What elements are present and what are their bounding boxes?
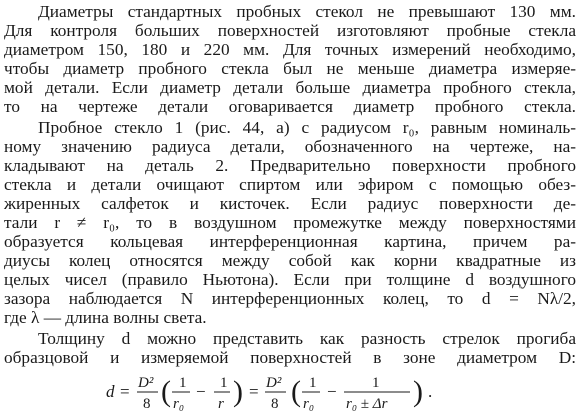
formula-t2-den: r: [218, 396, 224, 412]
formula-den-1: 8: [143, 396, 151, 412]
paren-open: (: [161, 375, 171, 408]
text-line: ному значению радиуса детали, обозначенного на чертеже, на-: [4, 137, 576, 156]
formula-t1-num: 1: [179, 375, 187, 391]
text-line-content: Пробное стекло 1 (рис. 44, а) с радиусом r₀, равным номиналь-: [38, 118, 576, 137]
formula-num-2: D²: [266, 375, 282, 391]
formula-t4-den: r₀ ± Δr: [346, 396, 388, 412]
formula-t2-num: 1: [220, 375, 228, 391]
formula: [0, 370, 584, 412]
text-line: образуется кольцевая интерференционная картина, причем ра-: [4, 232, 576, 251]
text-line: [4, 118, 576, 138]
text-line: образцовой и измеряемой поверхностей в зоне диаметром D:: [4, 348, 576, 367]
text-line: то на чертеже детали оговаривается диаметр пробного стекла.: [4, 97, 576, 116]
formula-eq-1: =: [120, 382, 130, 401]
text-line: Для контроля больших поверхностей изготовляют пробные стекла: [4, 21, 576, 40]
formula-t4-num: 1: [372, 375, 380, 391]
formula-num-1: D²: [138, 375, 154, 391]
text-line: мой детали. Если диаметр детали больше диаметра пробного стекла,: [4, 78, 576, 97]
paren-close: ): [413, 375, 423, 408]
formula-t3-num: 1: [309, 375, 317, 391]
text-line: кладывают на деталь 2. Предварительно поверхности пробного: [4, 156, 576, 175]
paren-close: ): [233, 375, 243, 408]
text-line: целых чисел (правило Ньютона). Если при толщине d воздушного: [4, 270, 576, 289]
text-line: диусы колец относятся между собой как корни квадратные из: [4, 251, 576, 270]
formula-end: .: [428, 382, 433, 401]
text-line-content: Диаметры стандартных пробных стекол не превышают 130 мм.: [38, 2, 576, 21]
text-line: зазора наблюдается N интерференционных колец, то d = Nλ/2,: [4, 289, 576, 308]
text-line: [4, 2, 576, 22]
formula-eq-2: =: [249, 382, 259, 401]
formula-lhs: d: [106, 382, 115, 401]
formula-minus-2: −: [327, 382, 337, 401]
text-line: тали r ≠ r₀, то в воздушном промежутке между поверхностями: [4, 213, 576, 232]
formula-minus-1: −: [196, 382, 206, 401]
paren-open: (: [291, 375, 301, 408]
text-line: где λ — длина волны света.: [4, 308, 207, 327]
text-line: чтобы диаметр пробного стекла был не меньше диаметра измеряе-: [4, 59, 576, 78]
formula-den-2: 8: [271, 396, 279, 412]
formula-t3-den: r₀: [303, 396, 315, 412]
text-line: жиренных салфеток и кисточек. Если радиус поверхности де-: [4, 194, 576, 213]
text-line: стекла и детали очищают спиртом или эфиром с помощью обез-: [4, 175, 576, 194]
text-line: [4, 329, 576, 349]
formula-t1-den: r₀: [173, 396, 185, 412]
text-line-content: Толщину d можно представить как разность стрелок прогиба: [38, 329, 576, 348]
text-line: диаметром 150, 180 и 220 мм. Для точных измерений необходимо,: [4, 40, 576, 59]
